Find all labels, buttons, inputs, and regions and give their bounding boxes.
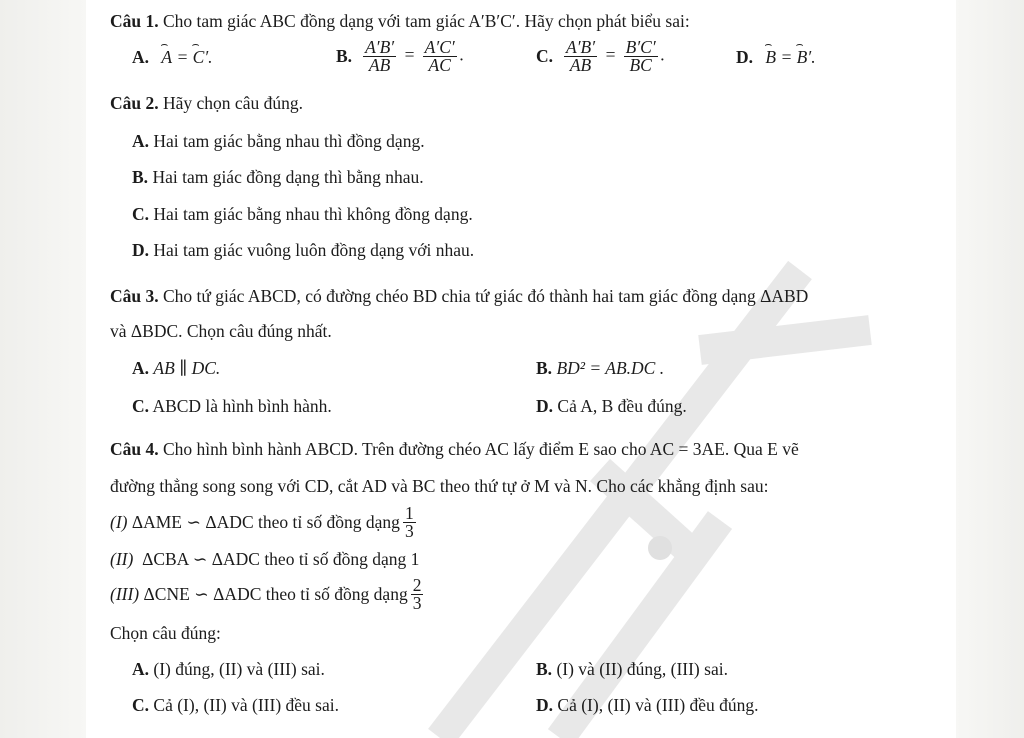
option-key: B.: [536, 358, 553, 378]
q3-option-a[interactable]: [132, 357, 220, 379]
q1-label: Câu 1.: [110, 11, 159, 31]
q1-option-c-math: $\frac{A'B'}{AB}$ = $\frac{B'C'}{BC}$ .: [566, 36, 666, 75]
ratio-num: 1: [404, 502, 414, 523]
q4-stem-line2: [110, 475, 768, 497]
q2-option-d[interactable]: [132, 239, 474, 261]
q3-option-d[interactable]: [536, 395, 687, 417]
option-text: (I) đúng, (II) và (III) sai.: [153, 659, 325, 679]
q2-option-c[interactable]: [132, 203, 473, 225]
option-key: D.: [132, 240, 150, 260]
option-text: BD² = AB.DC .: [556, 358, 665, 378]
q3-option-b[interactable]: [536, 357, 664, 379]
q4-stem-line1: [110, 438, 799, 460]
option-text: ABCD là hình bình hành.: [152, 396, 332, 416]
option-text: Cả A, B đều đúng.: [557, 396, 687, 416]
option-key: C.: [536, 46, 554, 66]
q3-stem-line2: [110, 320, 332, 342]
q1-text: Cho tam giác ABC đồng dạng với tam giác A′B′C′. Hãy chọn phát biểu sai:: [163, 11, 690, 31]
q4-option-a[interactable]: [132, 658, 325, 680]
option-key: A.: [132, 47, 150, 67]
claim-tag: (I): [110, 512, 128, 532]
option-key: D.: [736, 47, 754, 67]
ratio-den: 3: [404, 520, 414, 541]
page-margin-left: [0, 0, 86, 738]
q2-option-a[interactable]: [132, 130, 425, 152]
q4-prompt: [110, 622, 221, 644]
q4-label: Câu 4.: [110, 439, 159, 459]
option-key: A.: [132, 131, 150, 151]
ratio-den: 3: [412, 592, 422, 613]
option-text: AB ∥ DC.: [153, 358, 221, 378]
ratio-num: 2: [412, 574, 422, 595]
option-key: A.: [132, 659, 150, 679]
option-text: Hai tam giác bằng nhau thì không đồng dạng.: [153, 204, 473, 224]
option-key: A.: [132, 358, 150, 378]
q4-text1: Cho hình bình hành ABCD. Trên đường chéo AC lấy điểm E sao cho AC = 3AE. Qua E vẽ: [163, 439, 799, 459]
q4-claim-3: [110, 572, 426, 616]
q1-option-b[interactable]: [336, 32, 464, 80]
q3-label: Câu 3.: [110, 286, 159, 306]
q1-option-a-math: ⌢ A = ⌢ C′.: [161, 47, 212, 67]
q3-text1: Cho tứ giác ABCD, có đường chéo BD chia tứ giác đó thành hai tam giác đồng dạng ΔABD: [163, 286, 809, 306]
option-key: D.: [536, 695, 554, 715]
q2-option-b[interactable]: [132, 166, 424, 188]
q4-option-c[interactable]: [132, 694, 339, 716]
q3-option-c[interactable]: [132, 395, 332, 417]
q1-option-d-math: ⌢ B = ⌢ B′.: [765, 47, 815, 67]
page-margin-right: [956, 0, 1024, 738]
claim-ratio: [411, 574, 424, 613]
q4-text2: đường thẳng song song với CD, cắt AD và BC theo thứ tự ở M và N. Cho các khẳng định sau:: [110, 476, 769, 496]
q4-prompt-text: Chọn câu đúng:: [110, 623, 221, 643]
q1-option-d[interactable]: [736, 46, 816, 68]
q3-text2: và ΔBDC. Chọn câu đúng nhất.: [110, 321, 332, 341]
q4-option-d[interactable]: [536, 694, 759, 716]
option-text: Cả (I), (II) và (III) đều sai.: [153, 695, 339, 715]
option-key: C.: [132, 396, 150, 416]
q4-claim-1: [110, 500, 419, 544]
claim-text: ΔCNE ∽ ΔADC theo tỉ số đồng dạng: [143, 584, 408, 604]
q3-stem-line1: [110, 285, 808, 307]
option-text: (I) và (II) đúng, (III) sai.: [556, 659, 728, 679]
claim-text: ΔCBA ∽ ΔADC theo tỉ số đồng dạng 1: [142, 549, 420, 569]
q1-stem: [110, 10, 690, 32]
q2-text: Hãy chọn câu đúng.: [163, 93, 303, 113]
option-key: C.: [132, 695, 150, 715]
option-text: Hai tam giác đồng dạng thì bằng nhau.: [152, 167, 424, 187]
option-key: D.: [536, 396, 554, 416]
option-text: Hai tam giác vuông luôn đồng dạng với nhau.: [153, 240, 475, 260]
claim-tag: (II): [110, 549, 134, 569]
q1-option-a[interactable]: [132, 46, 213, 68]
claim-ratio: [403, 502, 416, 541]
q2-label: Câu 2.: [110, 93, 159, 113]
option-text: Hai tam giác bằng nhau thì đồng dạng.: [153, 131, 425, 151]
option-key: C.: [132, 204, 150, 224]
q1-option-c[interactable]: [536, 32, 665, 80]
q1-option-b-math: $\frac{A'B'}{AB}$ = $\frac{A'C'}{AC}$ .: [365, 36, 465, 75]
option-key: B.: [536, 659, 553, 679]
claim-text: ΔAME ∽ ΔADC theo tỉ số đồng dạng: [131, 512, 400, 532]
q4-claim-2: [110, 548, 419, 570]
q4-option-b[interactable]: [536, 658, 728, 680]
option-key: B.: [336, 46, 353, 66]
option-text: Cả (I), (II) và (III) đều đúng.: [557, 695, 759, 715]
q2-stem: [110, 92, 303, 114]
option-key: B.: [132, 167, 149, 187]
claim-tag: (III): [110, 584, 140, 604]
